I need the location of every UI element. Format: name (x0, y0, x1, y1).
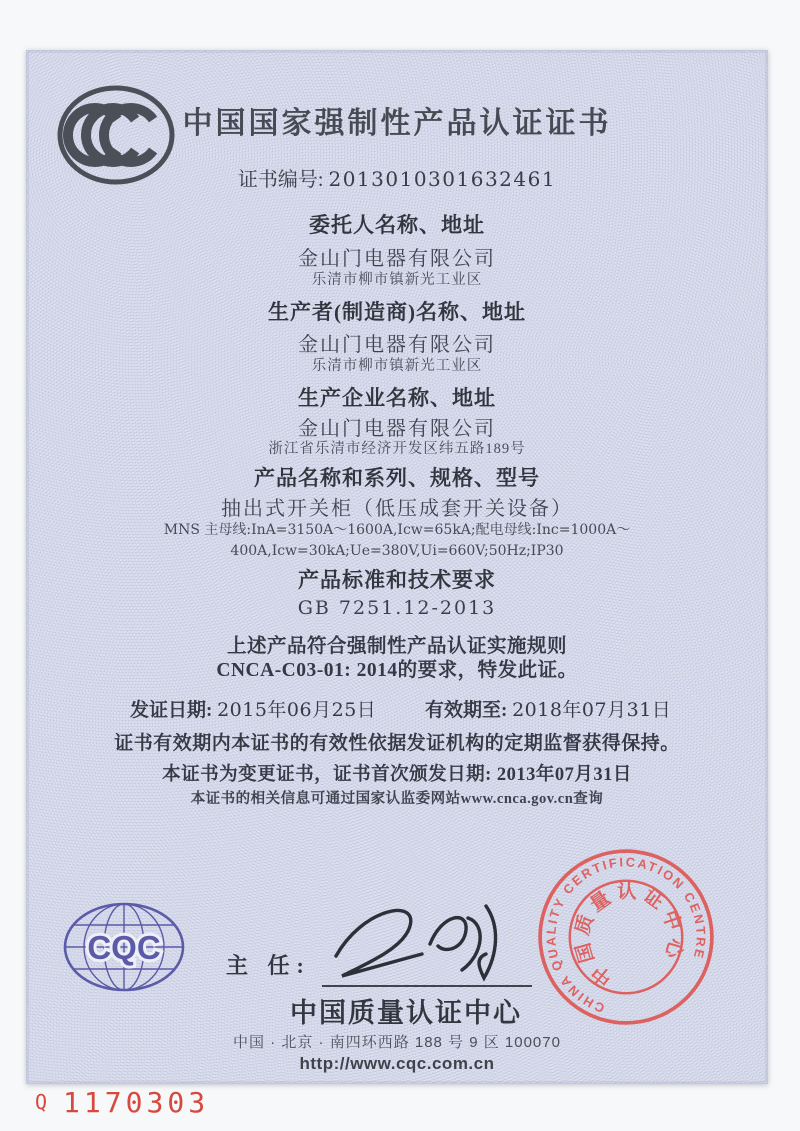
certificate-number-line (26, 163, 768, 192)
official-red-seal (534, 845, 718, 1029)
factory-name: 金山门电器有限公司 (298, 418, 496, 440)
compliance-statement-line2: CNCA-C03-01: 2014的要求，特发此证。 (216, 660, 578, 681)
serial-prefix: Q (35, 1090, 48, 1114)
applicant-address: 乐清市柳市镇新光工业区 (311, 272, 483, 288)
seal-english-text: CHINA QUALITY CERTIFICATION CENTRE (543, 854, 709, 1016)
product-spec (26, 520, 768, 562)
director-signature (318, 896, 533, 986)
product-name: 抽出式开关柜（低压成套开关设备） (221, 498, 573, 520)
certificate-number-label: 证书编号: (237, 169, 324, 191)
product-spec-line2: 400A,Icw=30kA;Ue=380V,Ui=660V;50Hz;IP30 (230, 543, 564, 559)
product-spec-line1: MNS 主母线:InA=3150A～1600A,Icw=65kA;配电母线:Inc=1000A～ (163, 522, 631, 538)
signature-underline (322, 985, 532, 987)
certificate-title: 中国国家强制性产品认证证书 (182, 107, 612, 140)
factory-address: 浙江省乐清市经济开发区纬五路189号 (268, 441, 526, 457)
manufacturer-heading: 生产者(制造商)名称、地址 (268, 300, 526, 324)
validity-note: 证书有效期内本证书的有效性依据发证机构的定期监督获得保持。 (114, 733, 680, 754)
footer-website: http://www.cqc.com.cn (299, 1054, 495, 1073)
cqc-logo-text: CQC (87, 929, 161, 966)
cqc-globe-logo-icon (60, 900, 188, 994)
factory-heading: 生产企业名称、地址 (298, 386, 496, 410)
standard-value: GB 7251.12-2013 (297, 597, 497, 619)
director-label: 主 任: (226, 953, 311, 978)
serial-number (35, 1086, 209, 1119)
issue-date-value: 2015年06月25日 (217, 699, 377, 721)
applicant-heading: 委托人名称、地址 (309, 213, 485, 237)
standard-heading: 产品标准和技术要求 (298, 568, 496, 592)
certificate-number-value: 2013010301632461 (328, 167, 557, 191)
serial-value: 1170303 (63, 1086, 210, 1119)
issue-date-label: 发证日期: (130, 700, 213, 721)
expiry-date-label: 有效期至: (425, 700, 508, 721)
info-note: 本证书的相关信息可通过国家认监委网站www.cnca.gov.cn查询 (190, 791, 604, 807)
product-heading: 产品名称和系列、规格、型号 (254, 466, 540, 490)
manufacturer-address: 乐清市柳市镇新光工业区 (311, 358, 483, 374)
issuing-org-name: 中国质量认证中心 (290, 998, 522, 1028)
svg-text:CHINA QUALITY CERTIFICATION CE (514, 825, 727, 1028)
expiry-date-value: 2018年07月31日 (512, 699, 672, 721)
footer-address: 中国 · 北京 · 南四环西路 188 号 9 区 100070 (233, 1034, 561, 1051)
manufacturer-name: 金山门电器有限公司 (298, 334, 496, 356)
expiry-date (425, 695, 671, 722)
compliance-statement-line1: 上述产品符合强制性产品认证实施规则 (226, 636, 567, 657)
issue-date (130, 695, 376, 722)
change-note: 本证书为变更证书，证书首次颁发日期: 2013年07月31日 (162, 765, 632, 785)
seal-chinese-text: 中国质量认证中心 (571, 881, 686, 990)
applicant-name: 金山门电器有限公司 (298, 248, 496, 270)
